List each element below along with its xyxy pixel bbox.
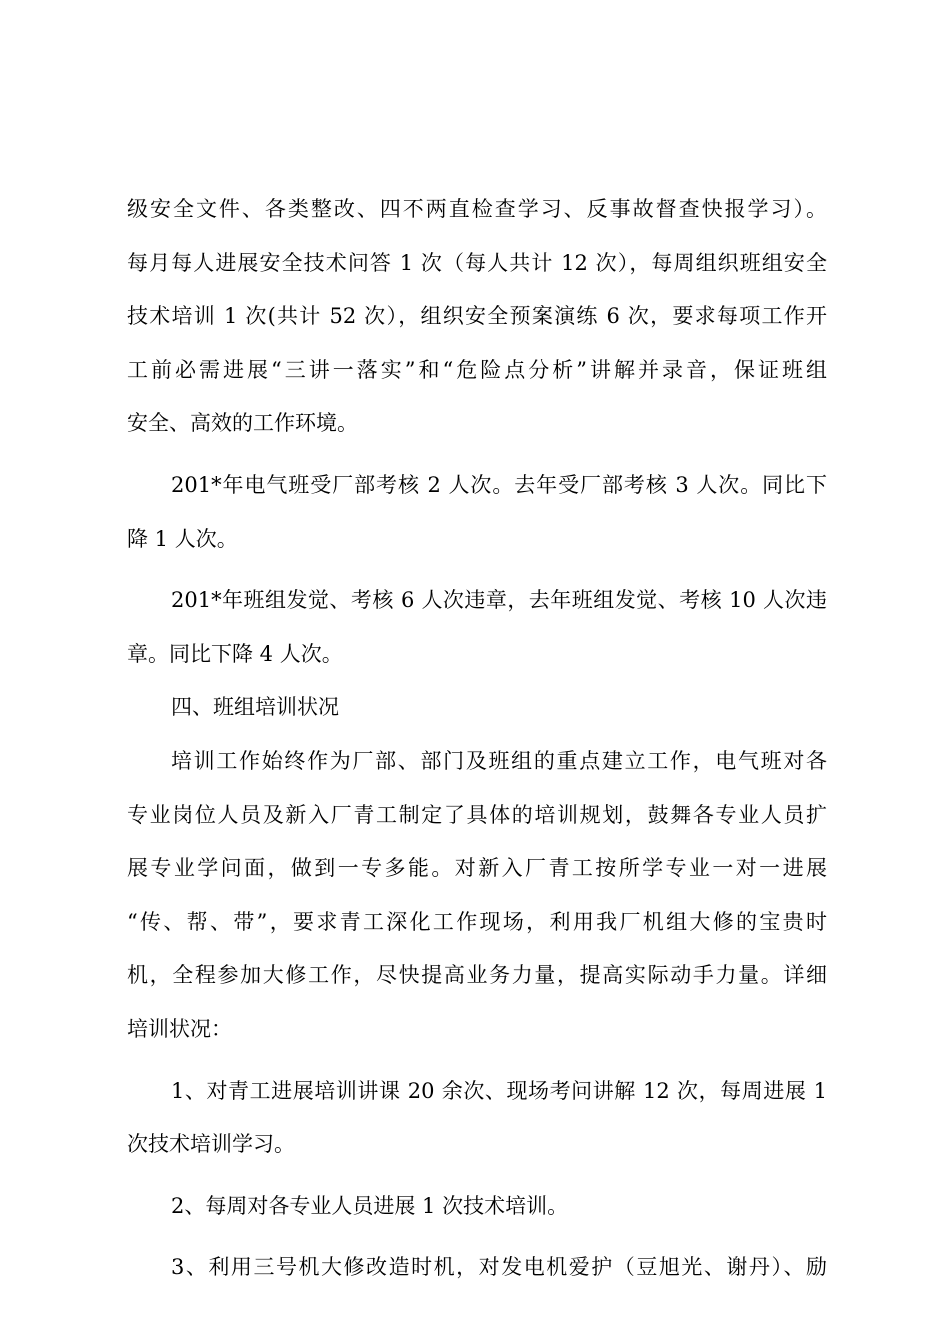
text-line: 工前必需进展“三讲一落实”和“危险点分析”讲解并录音，保证班组 xyxy=(127,357,827,382)
list-item-first-line: 2、每周对各专业人员进展 1 次技术培训。 xyxy=(171,1193,569,1218)
text-line: “传、帮、带”，要求青工深化工作现场，利用我厂机组大修的宝贵时 xyxy=(127,909,827,934)
text-line: 技术培训 1 次(共计 52 次），组织安全预案演练 6 次，要求每项工作开 xyxy=(127,304,827,329)
text-line: 次技术培训学习。 xyxy=(127,1132,295,1157)
text-line: 降 1 人次。 xyxy=(127,526,238,551)
body-text xyxy=(127,183,827,1295)
text-line: 章。同比下降 4 人次。 xyxy=(127,641,343,666)
paragraph-first-line: 培训工作始终作为厂部、部门及班组的重点建立工作，电气班对各 xyxy=(171,748,827,773)
list-item-first-line: 3、利用三号机大修改造时机，对发电机爱护（豆旭光、谢丹）、励 xyxy=(171,1255,827,1280)
text-line: 机，全程参加大修工作，尽快提高业务力量，提高实际动手力量。详细 xyxy=(127,963,827,988)
text-line: 展专业学问面，做到一专多能。对新入厂青工按所学专业一对一进展 xyxy=(127,856,827,881)
text-line: 每月每人进展安全技术问答 1 次（每人共计 12 次），每周组织班组安全 xyxy=(127,250,827,275)
paragraph-first-line: 201*年电气班受厂部考核 2 人次。去年受厂部考核 3 人次。同比下 xyxy=(171,472,827,497)
text-line: 安全、高效的工作环境。 xyxy=(127,411,358,436)
list-item-first-line: 1、对青工进展培训讲课 20 余次、现场考问讲解 12 次，每周进展 1 xyxy=(171,1078,827,1103)
section-heading: 四、班组培训状况 xyxy=(171,695,339,720)
text-line: 培训状况： xyxy=(127,1016,232,1041)
text-line: 专业岗位人员及新入厂青工制定了具体的培训规划，鼓舞各专业人员扩 xyxy=(127,802,827,827)
text-line: 级安全文件、各类整改、四不两直检查学习、反事故督查快报学习）。 xyxy=(127,197,827,221)
paragraph-first-line: 201*年班组发觉、考核 6 人次违章，去年班组发觉、考核 10 人次违 xyxy=(171,588,827,613)
